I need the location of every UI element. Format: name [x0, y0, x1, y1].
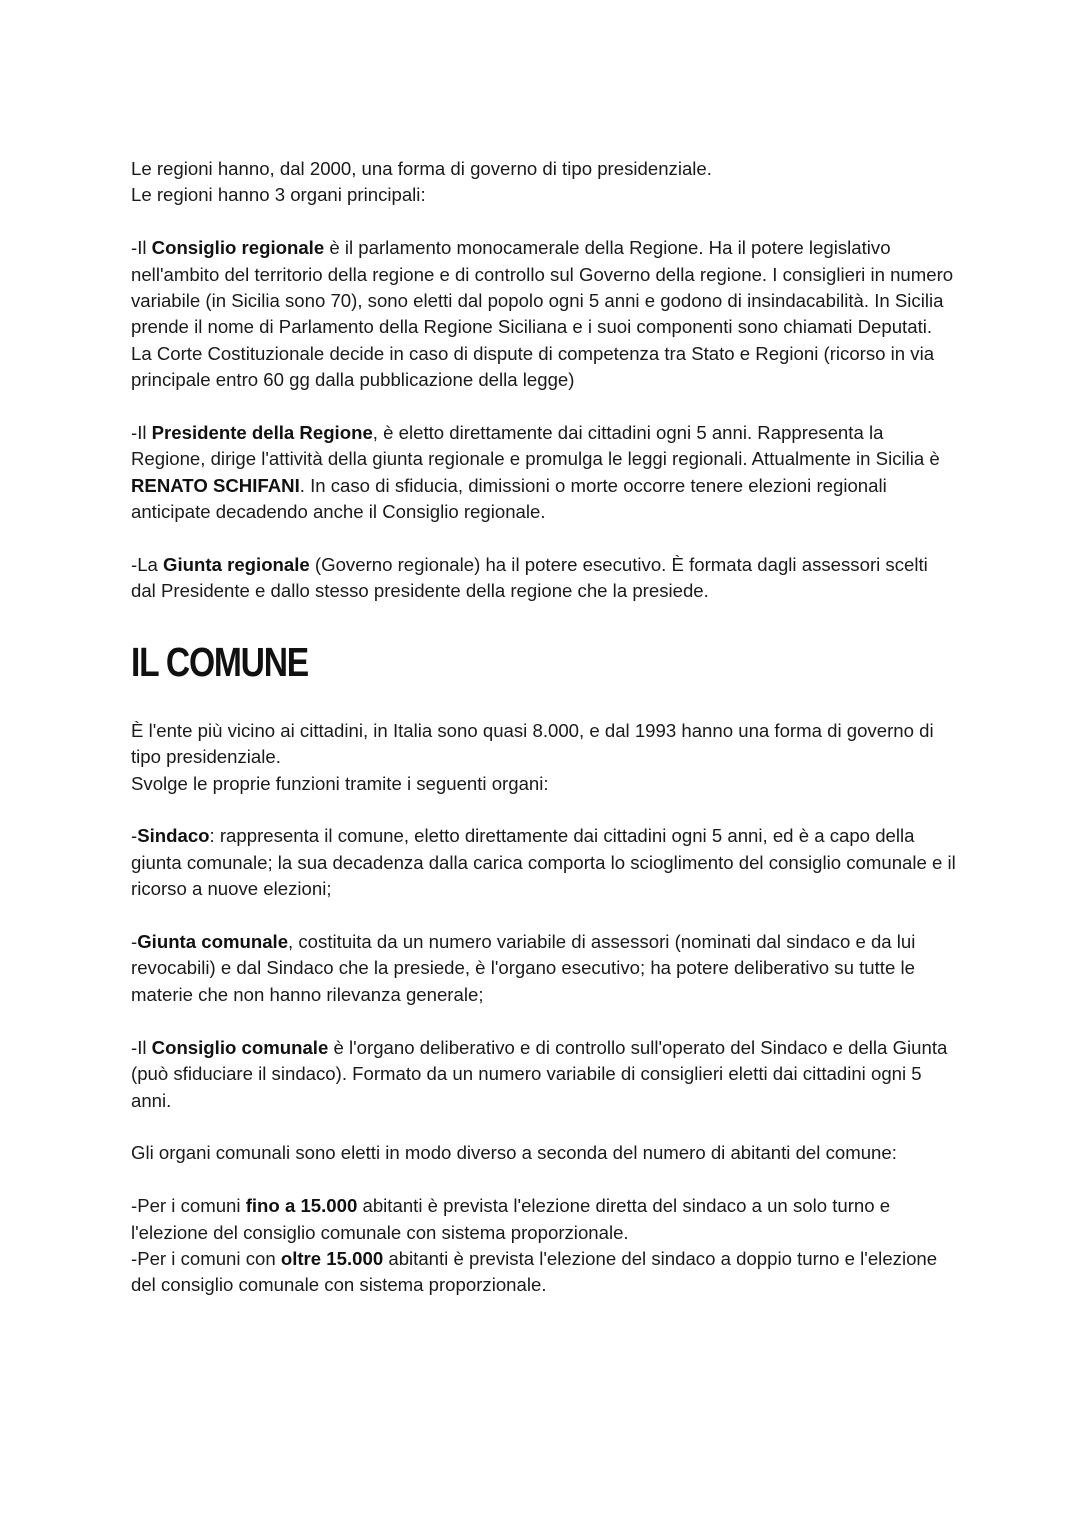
- spacer: [131, 394, 956, 420]
- regione-intro-2: Le regioni hanno 3 organi principali:: [131, 184, 426, 206]
- giunta-regionale-paragraph: [131, 552, 956, 605]
- consiglio-regionale-text: è il parlamento monocamerale della Regione. Ha il potere legislativo nell'ambito del territorio della regione e di controllo sul Governo della regione. I consiglieri in numero variabile (in Sicilia sono 70), sono eletti dal popolo ogni 5 anni e godono di insindacabilità. In Sicilia prende il nome di Parlamento della Regione Siciliana e i suoi componenti sono chiamati Deputati. La Corte Costituzionale decide in caso di dispute di competenza tra Stato e Regioni (ricorso in via principale entro 60 gg dalla pubblicazione della legge): [131, 237, 954, 391]
- consiglio-comunale-term: Consiglio comunale: [151, 1036, 329, 1058]
- fino-text: abitanti è prevista l'elezione diretta del sindaco a un solo turno e l'elezione del consiglio comunale con sistema proporzionale.: [131, 1195, 891, 1243]
- giunta-comunale-text: , costituita da un numero variabile di assessori (nominati dal sindaco e da lui revocabili) e dal Sindaco che la presiede, è l'organo esecutivo; ha potere deliberativo su tutte le materie che non hanno rilevanza generale;: [131, 931, 916, 1005]
- presidente-regione-paragraph: [131, 420, 956, 526]
- sindaco-term: Sindaco: [137, 825, 210, 847]
- elezioni-oltre-15000: [131, 1246, 956, 1299]
- comune-intro-2: Svolge le proprie funzioni tramite i seguenti organi:: [131, 772, 549, 794]
- spacer: [131, 209, 956, 235]
- consiglio-comunale-prefix: -Il: [131, 1036, 152, 1058]
- oltre-text: abitanti è prevista l'elezione del sindaco a doppio turno e l'elezione del consiglio comunale con sistema proporzionale.: [131, 1247, 938, 1296]
- spacer: [131, 1167, 956, 1193]
- document-page: [131, 156, 956, 1299]
- presidente-name: RENATO SCHIFANI: [131, 474, 300, 496]
- fino-term: fino a 15.000: [245, 1195, 358, 1217]
- giunta-comunale-prefix: -: [131, 931, 138, 953]
- consiglio-comunale-text: è l'organo deliberativo e di controllo sull'operato del Sindaco e della Giunta (può sfiduciare il sindaco). Formato da un numero variabile di consiglieri eletti dai cittadini ogni 5 anni.: [131, 1036, 948, 1111]
- consiglio-comunale-paragraph: [131, 1035, 956, 1114]
- section-heading-comune: IL COMUNE: [131, 638, 308, 685]
- giunta-regionale-term: Giunta regionale: [163, 554, 310, 576]
- sindaco-text: : rappresenta il comune, eletto direttamente dai cittadini ogni 5 anni, ed è a capo della giunta comunale; la sua decadenza dalla carica comporta lo scioglimento del consiglio comunale e il ricorso a nuove elezioni;: [131, 825, 956, 900]
- regione-intro-1: Le regioni hanno, dal 2000, una forma di governo di tipo presidenziale.: [131, 158, 712, 179]
- consiglio-regionale-paragraph: [131, 235, 956, 393]
- spacer: [131, 526, 956, 552]
- oltre-term: oltre 15.000: [280, 1247, 384, 1269]
- presidente-term: Presidente della Regione: [151, 422, 373, 444]
- sindaco-paragraph: [131, 823, 956, 902]
- spacer: [131, 903, 956, 929]
- elezioni-intro: Gli organi comunali sono eletti in modo diverso a seconda del numero di abitanti del comune:: [131, 1142, 897, 1164]
- consiglio-regionale-term: Consiglio regionale: [151, 237, 325, 259]
- giunta-comunale-term: Giunta comunale: [137, 931, 289, 953]
- oltre-prefix: -Per i comuni con: [131, 1247, 281, 1269]
- presidente-text-1: , è eletto direttamente dai cittadini ogni 5 anni. Rappresenta la Regione, dirige l'attività della giunta regionale e promulga le leggi regionali. Attualmente in Sicilia è: [131, 422, 940, 470]
- elezioni-fino-15000: [131, 1193, 956, 1246]
- giunta-regionale-text: (Governo regionale) ha il potere esecutivo. È formata dagli assessori scelti dal Presidente e dallo stesso presidente della regione che la presiede.: [131, 554, 928, 602]
- fino-prefix: -Per i comuni: [131, 1195, 246, 1217]
- sindaco-prefix: -: [131, 825, 138, 847]
- spacer: [131, 1008, 956, 1034]
- giunta-comunale-paragraph: [131, 929, 956, 1008]
- spacer: [131, 797, 956, 823]
- presidente-prefix: -Il: [131, 422, 152, 444]
- comune-intro-1: È l'ente più vicino ai cittadini, in Italia sono quasi 8.000, e dal 1993 hanno una forma di governo di tipo presidenziale.: [131, 719, 934, 768]
- spacer: [131, 1114, 956, 1140]
- consiglio-regionale-prefix: -Il: [131, 237, 152, 259]
- presidente-text-2: . In caso di sfiducia, dimissioni o morte occorre tenere elezioni regionali anticipate decadendo anche il Consiglio regionale.: [131, 474, 887, 523]
- giunta-regionale-prefix: -La: [131, 554, 164, 576]
